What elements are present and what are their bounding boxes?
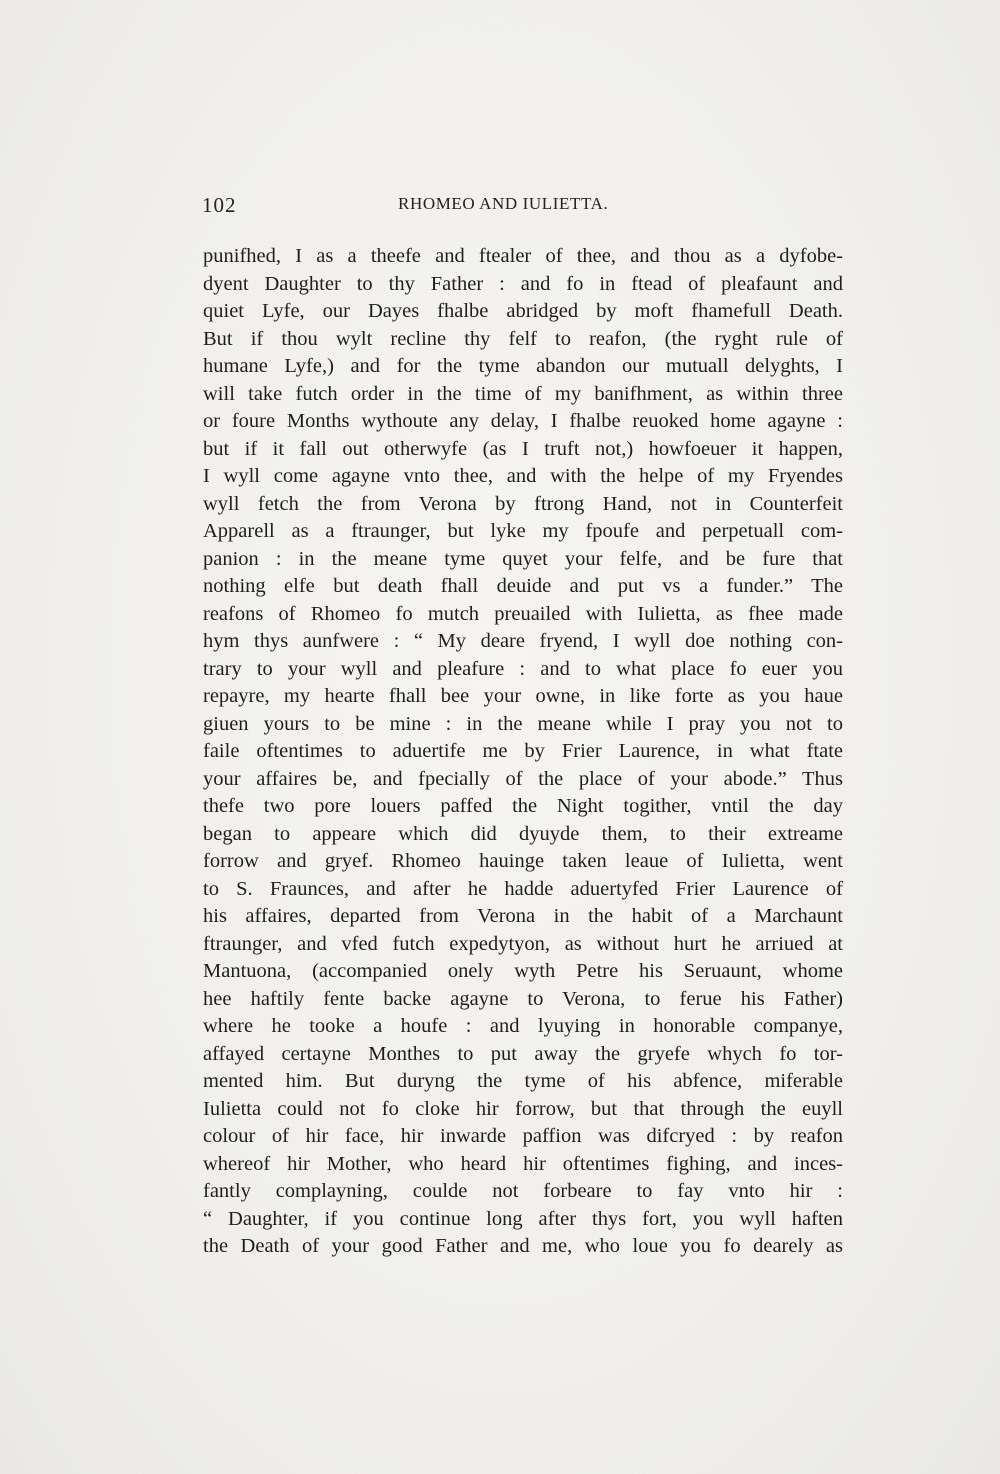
running-title: RHOMEO AND IULIETTA. <box>398 194 609 213</box>
text-line: Iulietta could not fo cloke hir forrow, but that through the euyll <box>203 1097 843 1120</box>
text-line: “ Daughter, if you continue long after thys fort, you wyll haften <box>203 1207 843 1230</box>
text-line: dyent Daughter to thy Father : and fo in ftead of pleafaunt and <box>203 272 843 295</box>
text-line: will take futch order in the time of my banifhment, as within three <box>203 382 843 405</box>
text-line: humane Lyfe,) and for the tyme abandon our mutuall delyghts, I <box>203 355 843 377</box>
text-line: whereof hir Mother, who heard hir oftentimes fighing, and inces- <box>203 1152 843 1175</box>
text-line: But if thou wylt recline thy felf to reafon, (the ryght rule of <box>203 327 843 350</box>
text-line: your affaires be, and fpecially of the place of your abode.” Thus <box>203 767 843 790</box>
text-line: forrow and gryef. Rhomeo hauinge taken leaue of Iulietta, went <box>203 850 843 872</box>
text-line: Mantuona, (accompanied onely wyth Petre his Seruaunt, whome <box>203 960 843 982</box>
text-line: hym thys aunfwere : “ My deare fryend, I wyll doe nothing con- <box>203 630 843 652</box>
text-line: the Death of your good Father and me, who loue you fo dearely as <box>203 1235 843 1257</box>
text-line: fantly complayning, coulde not forbeare to fay vnto hir : <box>203 1180 843 1202</box>
text-line: colour of hir face, hir inwarde paffion was difcryed : by reafon <box>203 1125 843 1147</box>
text-line: I wyll come agayne vnto thee, and with the helpe of my Fryendes <box>203 465 843 487</box>
page-number: 102 <box>202 193 237 217</box>
text-line: to S. Fraunces, and after he hadde aduertyfed Frier Laurence of <box>203 877 843 900</box>
text-line: wyll fetch the from Verona by ftrong Hand, not in Counterfeit <box>203 492 843 515</box>
text-line: giuen yours to be mine : in the meane while I pray you not to <box>203 712 843 735</box>
text-line: where he tooke a houfe : and lyuying in honorable companye, <box>203 1015 843 1037</box>
text-line: reafons of Rhomeo fo mutch preuailed with Iulietta, as fhee made <box>203 602 843 625</box>
text-line: quiet Lyfe, our Dayes fhalbe abridged by moft fhamefull Death. <box>203 300 843 322</box>
text-line: Apparell as a ftraunger, but lyke my fpoufe and perpetuall com- <box>203 520 843 542</box>
text-line: faile oftentimes to aduertife me by Frier Laurence, in what ftate <box>203 740 843 762</box>
text-line: ftraunger, and vfed futch expedytyon, as without hurt he arriued at <box>203 932 843 955</box>
text-line: hee haftily fente backe agayne to Verona, to ferue his Father) <box>203 987 843 1010</box>
text-line: panion : in the meane tyme quyet your felfe, and be fure that <box>203 547 843 570</box>
text-line: or foure Months wythoute any delay, I fhalbe reuoked home agayne : <box>203 410 843 432</box>
text-line: trary to your wyll and pleafure : and to what place fo euer you <box>203 657 843 680</box>
text-line: his affaires, departed from Verona in the habit of a Marchaunt <box>203 905 843 927</box>
body-text <box>203 243 843 1261</box>
text-line: punifhed, I as a theefe and ftealer of thee, and thou as a dyfobe- <box>203 245 843 267</box>
text-line: nothing elfe but death fhall deuide and put vs a funder.” The <box>203 575 843 597</box>
text-line: affayed certayne Monthes to put away the gryefe whych fo tor- <box>203 1042 843 1065</box>
text-line: began to appeare which did dyuyde them, to their extreame <box>203 822 843 845</box>
text-line: mented him. But duryng the tyme of his abfence, miferable <box>203 1070 843 1092</box>
text-line: repayre, my hearte fhall bee your owne, in like forte as you haue <box>203 685 843 707</box>
text-line: thefe two pore louers paffed the Night togither, vntil the day <box>203 795 843 817</box>
page-header <box>202 193 842 219</box>
text-line: but if it fall out otherwyfe (as I truft not,) howfoeuer it happen, <box>203 437 843 460</box>
